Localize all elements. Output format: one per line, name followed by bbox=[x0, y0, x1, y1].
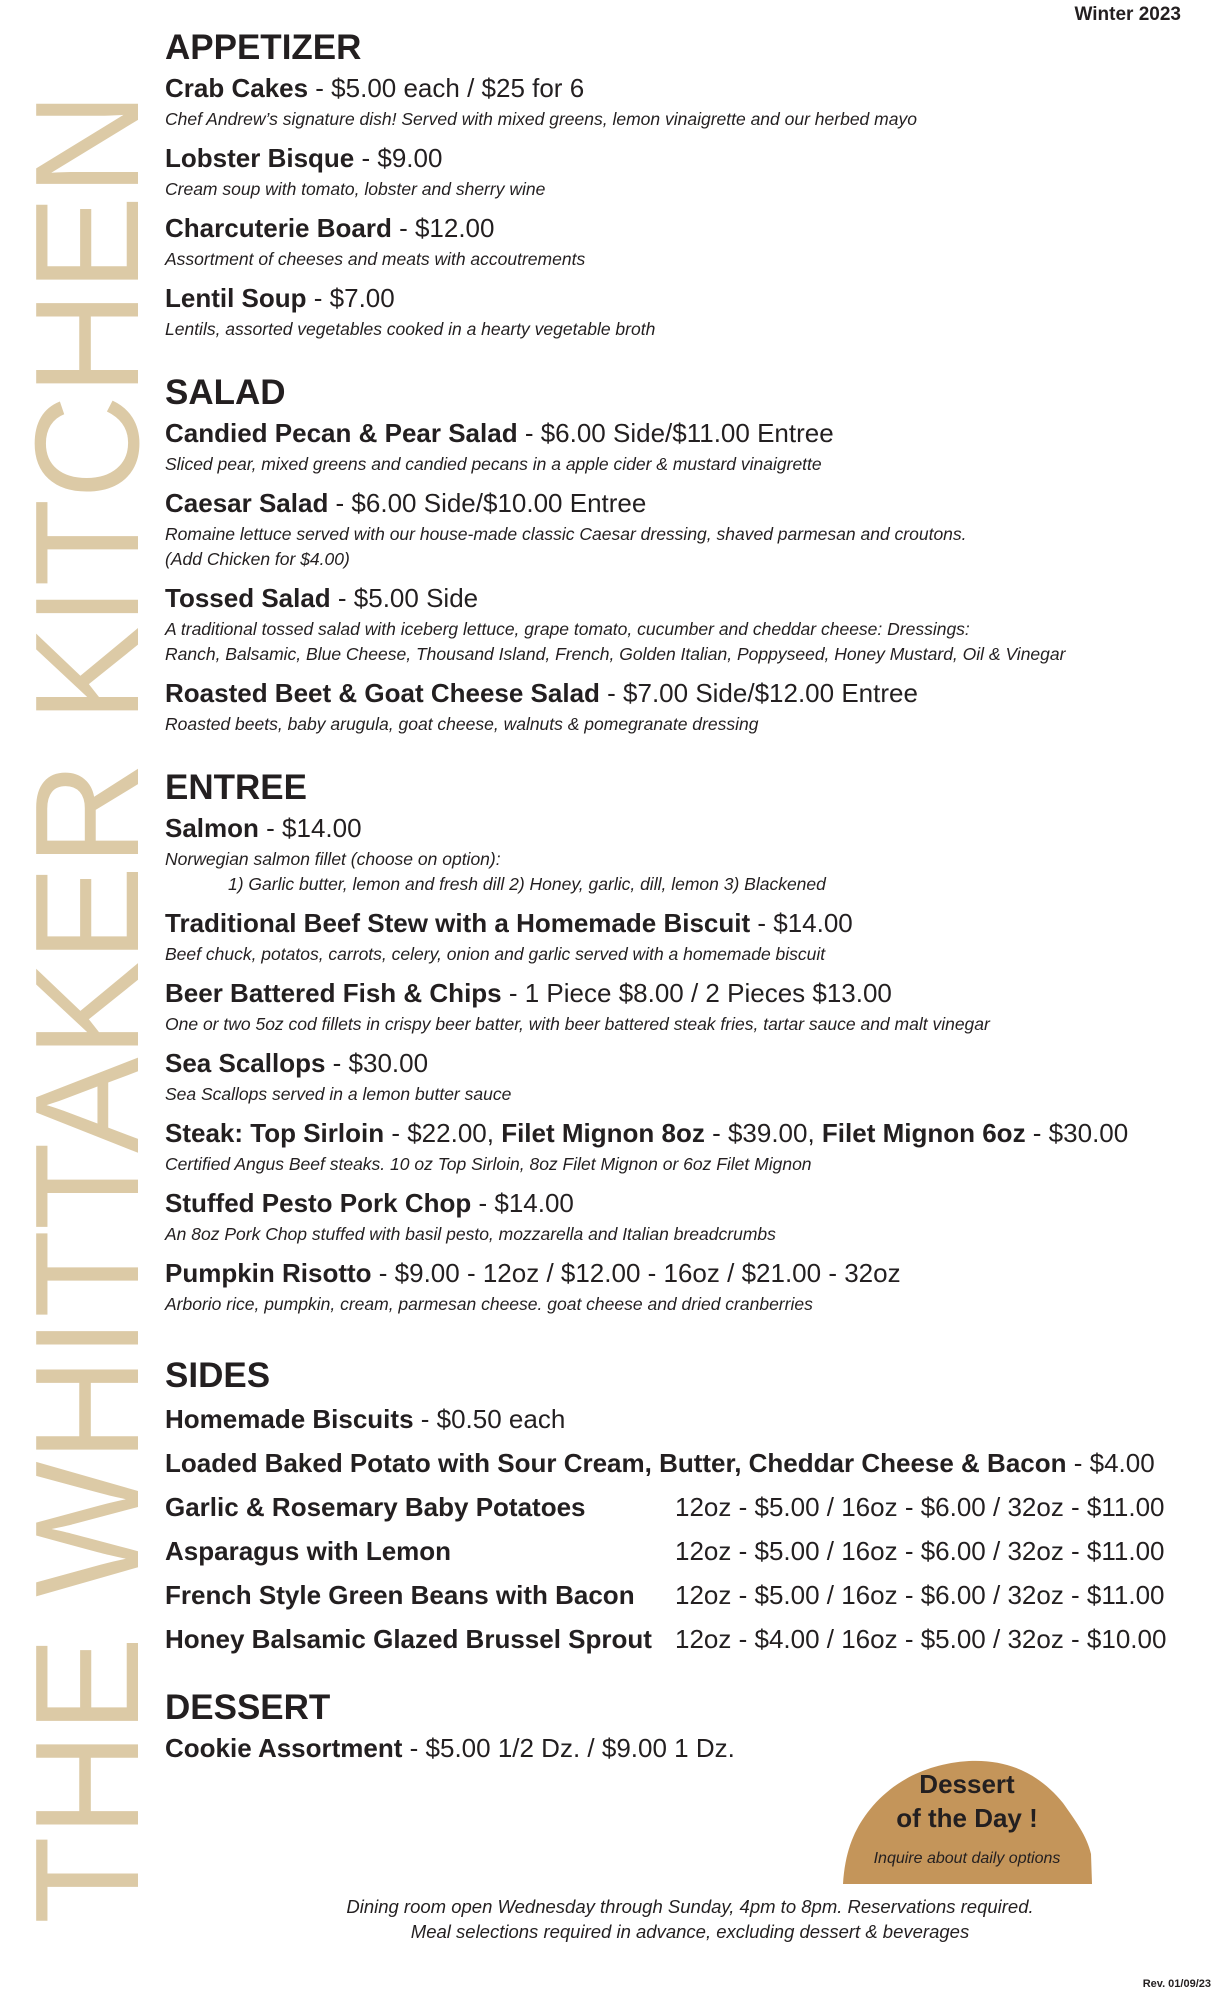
item-name: Cookie Assortment bbox=[165, 1733, 403, 1763]
menu-item bbox=[165, 579, 1205, 667]
menu-item bbox=[165, 1044, 1205, 1107]
item-price: - $39.00, bbox=[704, 1118, 822, 1148]
item-name: Sea Scallops bbox=[165, 1048, 326, 1078]
item-description: Roasted beets, baby arugula, goat cheese, walnuts & pomegranate dressing bbox=[165, 714, 759, 734]
item-price: - $30.00 bbox=[1025, 1118, 1129, 1148]
side-name: Honey Balsamic Glazed Brussel Sprout bbox=[165, 1624, 652, 1654]
item-title bbox=[165, 1044, 1205, 1082]
menu-item bbox=[165, 279, 1205, 342]
item-description: Lentils, assorted vegetables cooked in a hearty vegetable broth bbox=[165, 319, 656, 339]
side-item bbox=[165, 1573, 1205, 1617]
item-title bbox=[165, 904, 1205, 942]
item-description: An 8oz Pork Chop stuffed with basil pesto, mozzarella and Italian breadcrumbs bbox=[165, 1224, 776, 1244]
section-heading-dessert: DESSERT bbox=[165, 1688, 331, 1727]
item-name: Lentil Soup bbox=[165, 283, 307, 313]
menu-item bbox=[165, 1184, 1205, 1247]
item-price: - $6.00 Side/$10.00 Entree bbox=[328, 488, 647, 518]
item-name: Salmon bbox=[165, 813, 259, 843]
item-name: Crab Cakes bbox=[165, 73, 309, 103]
item-title bbox=[165, 809, 1205, 847]
item-description: Norwegian salmon fillet (choose on option): bbox=[165, 849, 501, 869]
restaurant-name-vertical bbox=[5, 35, 170, 1928]
item-name: Lobster Bisque bbox=[165, 143, 355, 173]
item-name: Candied Pecan & Pear Salad bbox=[165, 418, 518, 448]
restaurant-name-text: THE WHITTAKER KITCHEN bbox=[5, 35, 170, 1924]
badge-subtitle: Inquire about daily options bbox=[873, 1850, 1061, 1867]
item-name: Roasted Beet & Goat Cheese Salad bbox=[165, 678, 600, 708]
item-price: - $12.00 bbox=[391, 213, 495, 243]
menu-item bbox=[165, 1114, 1205, 1177]
item-name: Charcuterie Board bbox=[165, 213, 392, 243]
item-description: Romaine lettuce served with our house-made classic Caesar dressing, shaved parmesan and croutons. bbox=[165, 524, 967, 544]
item-description: Sea Scallops served in a lemon butter sauce bbox=[165, 1084, 512, 1104]
menu-item bbox=[165, 1254, 1205, 1317]
item-price: - $9.00 - 12oz / $12.00 - 16oz / $21.00 - 32oz bbox=[371, 1258, 901, 1288]
item-name: Caesar Salad bbox=[165, 488, 329, 518]
item-title bbox=[165, 484, 1205, 522]
section-heading-salad: SALAD bbox=[165, 373, 286, 412]
item-description: Arborio rice, pumpkin, cream, parmesan cheese. goat cheese and dried cranberries bbox=[165, 1294, 813, 1314]
item-price: - $4.00 bbox=[1066, 1448, 1155, 1478]
item-description: Beef chuck, potatos, carrots, celery, onion and garlic served with a homemade biscuit bbox=[165, 944, 826, 964]
side-name: French Style Green Beans with Bacon bbox=[165, 1580, 635, 1610]
item-description: A traditional tossed salad with iceberg lettuce, grape tomato, cucumber and cheddar cheese: Dressings: bbox=[165, 619, 970, 639]
menu-item bbox=[165, 484, 1205, 572]
item-name: Filet Mignon 6oz bbox=[821, 1118, 1026, 1148]
menu-item bbox=[165, 809, 1205, 897]
section-heading-sides: SIDES bbox=[165, 1356, 271, 1395]
item-description: Sliced pear, mixed greens and candied pecans in a apple cider & mustard vinaigrette bbox=[165, 454, 822, 474]
item-description: One or two 5oz cod fillets in crispy beer batter, with beer battered steak fries, tartar sauce and malt vinegar bbox=[165, 1014, 990, 1034]
item-name: Stuffed Pesto Pork Chop bbox=[165, 1188, 472, 1218]
footer-note bbox=[290, 1894, 1090, 1944]
item-price: - $22.00, bbox=[384, 1118, 502, 1148]
item-price: - $14.00 bbox=[258, 813, 362, 843]
item-title bbox=[165, 1397, 1205, 1441]
item-description: Cream soup with tomato, lobster and sherry wine bbox=[165, 179, 546, 199]
side-item bbox=[165, 1485, 1205, 1529]
item-price: - $5.00 Side bbox=[330, 583, 479, 613]
item-name: Beer Battered Fish & Chips bbox=[165, 978, 502, 1008]
item-name: Loaded Baked Potato with Sour Cream, Butter, Cheddar Cheese & Bacon bbox=[165, 1448, 1067, 1478]
menu-item bbox=[165, 974, 1205, 1037]
item-price: - $6.00 Side/$11.00 Entree bbox=[517, 418, 834, 448]
item-title bbox=[165, 279, 1205, 317]
item-title bbox=[165, 139, 1205, 177]
side-prices: 12oz - $5.00 / 16oz - $6.00 / 32oz - $11.00 bbox=[675, 1492, 1165, 1522]
dessert-of-the-day-badge bbox=[841, 1758, 1093, 1885]
revision-date: Rev. 01/09/23 bbox=[1142, 1978, 1211, 1990]
item-title bbox=[165, 1441, 1205, 1485]
section-heading-entree: ENTREE bbox=[165, 768, 307, 807]
item-price: - $14.00 bbox=[471, 1188, 574, 1218]
badge-title-line1: Dessert bbox=[919, 1769, 1015, 1799]
item-title bbox=[165, 69, 1205, 107]
item-price: - 1 Piece $8.00 / 2 Pieces $13.00 bbox=[501, 978, 892, 1008]
item-price: - $5.00 1/2 Dz. / $9.00 1 Dz. bbox=[402, 1733, 735, 1763]
item-title bbox=[165, 414, 1205, 452]
item-name: Pumpkin Risotto bbox=[165, 1258, 372, 1288]
side-prices: 12oz - $5.00 / 16oz - $6.00 / 32oz - $11.00 bbox=[675, 1580, 1165, 1610]
side-item bbox=[165, 1617, 1205, 1661]
item-price: - $7.00 Side/$12.00 Entree bbox=[599, 678, 918, 708]
item-name: Steak: Top Sirloin bbox=[165, 1118, 385, 1148]
item-name: Traditional Beef Stew with a Homemade Biscuit bbox=[165, 908, 751, 938]
menu-item bbox=[165, 139, 1205, 202]
side-name: Garlic & Rosemary Baby Potatoes bbox=[165, 1492, 586, 1522]
menu-content bbox=[165, 27, 1205, 1767]
menu-item bbox=[165, 414, 1205, 477]
item-price: - $30.00 bbox=[325, 1048, 429, 1078]
item-title bbox=[165, 674, 1205, 712]
badge-title-line2: of the Day ! bbox=[896, 1803, 1038, 1833]
side-prices: 12oz - $5.00 / 16oz - $6.00 / 32oz - $11.00 bbox=[675, 1536, 1165, 1566]
menu-item bbox=[165, 904, 1205, 967]
item-description: Assortment of cheeses and meats with accoutrements bbox=[165, 249, 586, 269]
side-item bbox=[165, 1529, 1205, 1573]
item-title bbox=[165, 579, 1205, 617]
item-title bbox=[165, 1184, 1205, 1222]
item-description: Certified Angus Beef steaks. 10 oz Top Sirloin, 8oz Filet Mignon or 6oz Filet Mignon bbox=[165, 1154, 812, 1174]
item-title bbox=[165, 1114, 1205, 1152]
footer-line-1: Dining room open Wednesday through Sunday, 4pm to 8pm. Reservations required. bbox=[346, 1896, 1034, 1917]
item-title bbox=[165, 974, 1205, 1012]
menu-item bbox=[165, 69, 1205, 132]
item-title bbox=[165, 209, 1205, 247]
item-description: (Add Chicken for $4.00) bbox=[165, 549, 350, 569]
item-description: Chef Andrew’s signature dish! Served with mixed greens, lemon vinaigrette and our herbed mayo bbox=[165, 109, 917, 129]
item-price: - $14.00 bbox=[750, 908, 853, 938]
section-heading-appetizer: APPETIZER bbox=[165, 28, 362, 67]
item-title bbox=[165, 1254, 1205, 1292]
item-price: - $9.00 bbox=[354, 143, 443, 173]
item-price: - $7.00 bbox=[306, 283, 395, 313]
side-prices: 12oz - $4.00 / 16oz - $5.00 / 32oz - $10.00 bbox=[675, 1624, 1167, 1654]
item-name: Filet Mignon 8oz bbox=[501, 1118, 705, 1148]
side-name: Asparagus with Lemon bbox=[165, 1536, 452, 1566]
season-label: Winter 2023 bbox=[1074, 4, 1181, 25]
menu-item bbox=[165, 209, 1205, 272]
item-description: 1) Garlic butter, lemon and fresh dill 2) Honey, garlic, dill, lemon 3) Blackened bbox=[228, 874, 826, 894]
item-name: Homemade Biscuits bbox=[165, 1404, 414, 1434]
menu-item bbox=[165, 674, 1205, 737]
item-price: - $5.00 each / $25 for 6 bbox=[308, 73, 585, 103]
item-description: Ranch, Balsamic, Blue Cheese, Thousand Island, French, Golden Italian, Poppyseed, Honey Mustard, Oil & Vinegar bbox=[165, 644, 1066, 664]
item-name: Tossed Salad bbox=[165, 583, 331, 613]
item-price: - $0.50 each bbox=[413, 1404, 566, 1434]
footer-line-2: Meal selections required in advance, excluding dessert & beverages bbox=[410, 1921, 970, 1942]
